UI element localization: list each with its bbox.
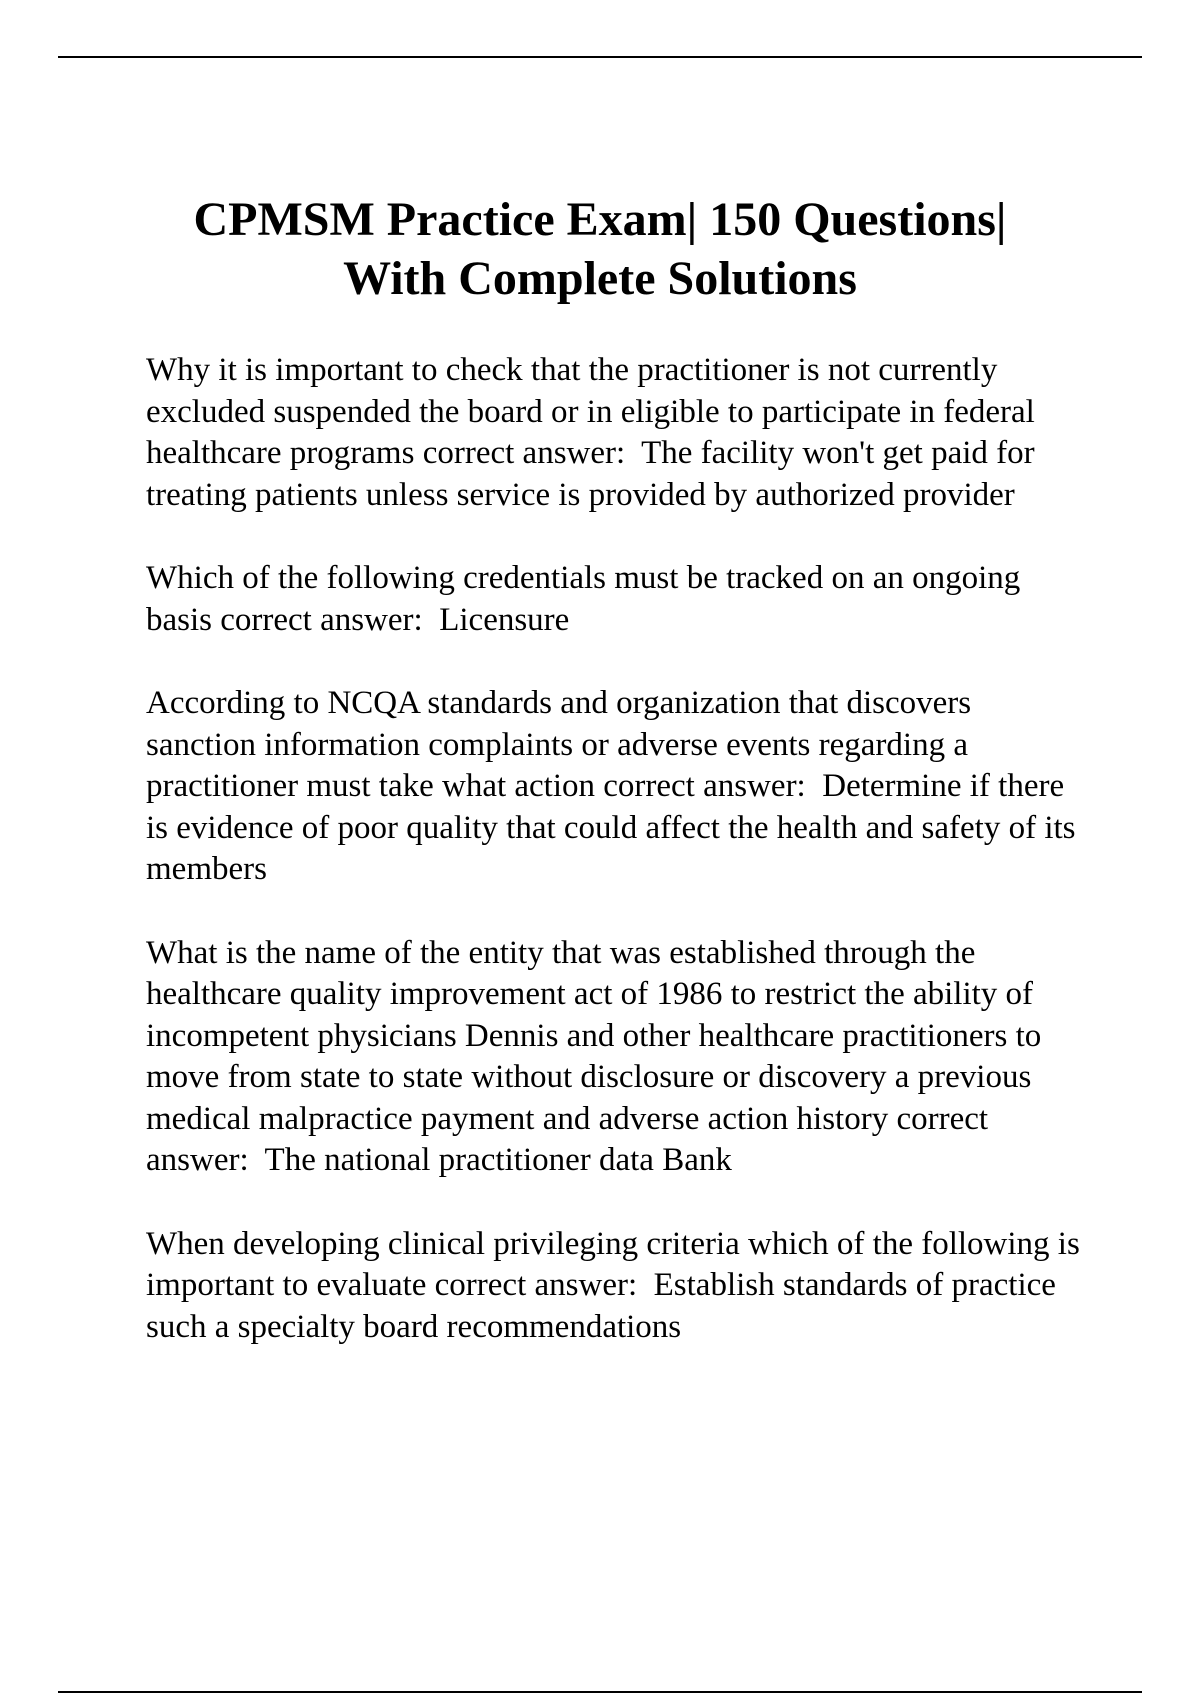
top-rule: [58, 56, 1142, 58]
qa-item: [146, 350, 1086, 516]
qa-item: [146, 558, 1086, 641]
question-text: According to NCQA standards and organization that discovers sanction information complaints or adverse events regarding a practitioner must take what action: [146, 685, 972, 804]
answer-text: Determine if there is evidence of poor quality that could affect the health and safety of its members: [146, 768, 1076, 887]
qa-item: [146, 1224, 1086, 1349]
qa-item: [146, 683, 1086, 891]
question-text: Why it is important to check that the practitioner is not currently excluded suspended the board or in eligible to participate in federal healthcare programs: [146, 352, 1035, 471]
qa-item: [146, 933, 1086, 1182]
answer-text: Establish standards of practice such a specialty board recommendations: [146, 1267, 1056, 1345]
question-text: When developing clinical privileging criteria which of the following is important to evaluate: [146, 1225, 1080, 1303]
question-text: What is the name of the entity that was established through the healthcare quality improvement act of 1986 to restrict the ability of incompetent physicians Dennis and other healthcare practitioners to move from state to state without disclosure or discovery a previous medical malpractice payment and adverse action history: [146, 934, 1042, 1137]
document-title-line-1: CPMSM Practice Exam| 150 Questions|: [193, 193, 1007, 246]
bottom-rule: [58, 1691, 1142, 1693]
answer-label: correct answer:: [422, 435, 626, 471]
answer-text: The national practitioner data Bank: [264, 1142, 732, 1178]
question-text: Which of the following credentials must be tracked on an ongoing basis: [146, 560, 1021, 638]
answer-label: correct answer:: [603, 768, 806, 804]
document-title-line-2: With Complete Solutions: [343, 252, 857, 305]
answer-text: Licensure: [439, 601, 570, 638]
document-title: [100, 190, 1100, 308]
answer-label: correct answer:: [220, 601, 423, 638]
qa-list: [146, 350, 1086, 1390]
answer-label: correct answer:: [434, 1267, 638, 1303]
answer-label: correct answer:: [146, 1100, 989, 1178]
answer-text: The facility won't get paid for treating patients unless service is provided by authorized provider: [146, 435, 1035, 513]
